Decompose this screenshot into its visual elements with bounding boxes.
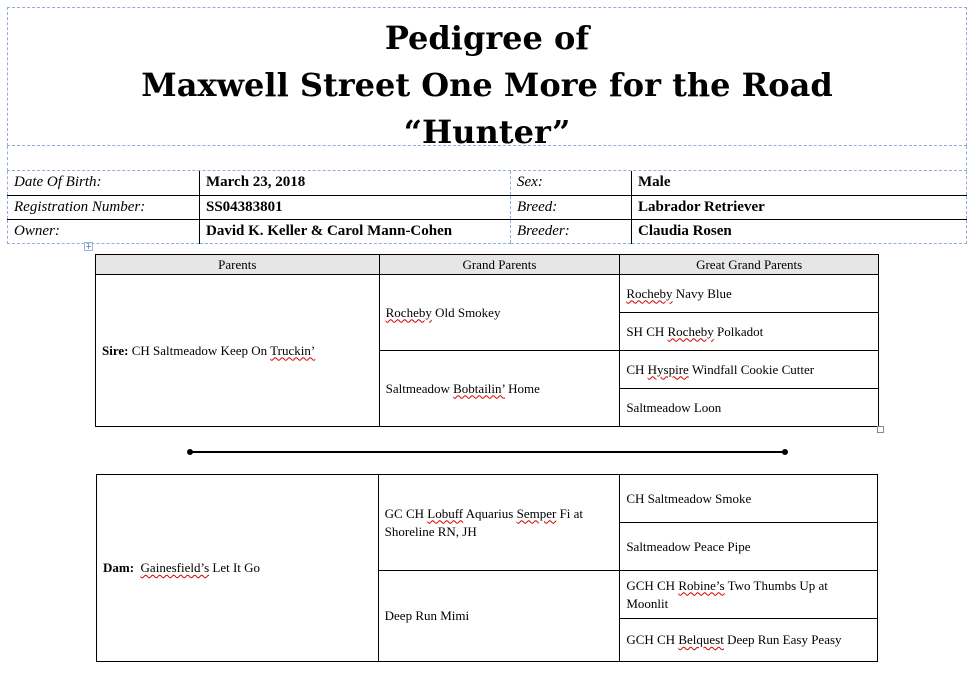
dam-label: Dam:: [103, 560, 135, 575]
sire-great-grandparent-4[interactable]: Saltmeadow Loon: [620, 389, 879, 427]
info-table: [7, 171, 967, 244]
header-great-grand-parents: Great Grand Parents: [620, 255, 879, 275]
dam-great-grandparent-4[interactable]: [620, 619, 878, 662]
info-row-birth: [8, 171, 967, 195]
divider-line: [190, 451, 785, 453]
text-part: GCH CH: [626, 632, 679, 647]
sire-great-grandparent-2[interactable]: [620, 313, 879, 351]
dam-grandparent-1[interactable]: [378, 475, 620, 571]
dam-cell[interactable]: [97, 475, 379, 662]
divider-dot-left: [187, 449, 193, 455]
title-line-1: Pedigree of: [384, 19, 590, 57]
spacer-row: [7, 146, 967, 171]
info-row-owner: [8, 219, 967, 243]
dam-great-grandparent-3[interactable]: [620, 571, 878, 619]
reg-label: Registration Number:: [8, 195, 200, 219]
dam-great-grandparent-2[interactable]: Saltmeadow Peace Pipe: [620, 523, 878, 571]
breed-value[interactable]: Labrador Retriever: [632, 195, 967, 219]
reg-value[interactable]: SS04383801: [200, 195, 511, 219]
text-part: GCH CH: [626, 577, 679, 593]
header-parents: Parents: [96, 255, 380, 275]
dob-label: Date Of Birth:: [8, 171, 200, 195]
sire-great-grandparent-1[interactable]: [620, 275, 879, 313]
header-row: [96, 255, 879, 275]
spell-word: Lobuff: [427, 505, 464, 521]
text-part: Navy Blue: [672, 285, 732, 301]
sire-pedigree-table: [95, 254, 879, 427]
dam-pedigree-table: [96, 474, 878, 662]
sex-label: Sex:: [511, 171, 632, 195]
table-resize-handle-icon[interactable]: [877, 426, 884, 433]
dam-name-spell: Gainesfield’s: [140, 560, 210, 575]
table-row: [97, 475, 878, 523]
spell-word: Rocheby: [667, 323, 714, 339]
table-row: [96, 275, 879, 313]
info-row-registration: [8, 195, 967, 219]
sire-grandparent-1[interactable]: [379, 275, 620, 351]
text-part: Home: [504, 380, 540, 396]
text-part: Polkadot: [713, 323, 764, 339]
text-part: Deep Run Easy Peasy: [723, 632, 842, 647]
sire-label: Sire:: [102, 342, 129, 358]
sex-value[interactable]: Male: [632, 171, 967, 195]
text-part: Windfall Cookie Cutter: [688, 361, 815, 377]
title-block: [7, 7, 967, 151]
title-line-2: Maxwell Street One More for the Road: [141, 66, 833, 104]
header-grand-parents: Grand Parents: [379, 255, 620, 275]
text-part: Old Smokey: [431, 304, 501, 320]
table-move-handle-icon[interactable]: +: [85, 242, 92, 251]
spell-word: Semper: [516, 505, 557, 521]
dam-great-grandparent-1[interactable]: CH Saltmeadow Smoke: [620, 475, 878, 523]
breeder-value[interactable]: Claudia Rosen: [632, 219, 967, 243]
title-line-3: “Hunter”: [403, 113, 571, 151]
text-part: Fi at Shoreline RN, JH: [384, 505, 584, 539]
text-part: SH CH: [626, 323, 668, 339]
text-part: Saltmeadow: [385, 380, 454, 396]
breeder-label: Breeder:: [511, 219, 632, 243]
dam-grandparent-2[interactable]: Deep Run Mimi: [378, 571, 620, 662]
text-part: GC CH: [384, 505, 428, 521]
owner-label: Owner:: [8, 219, 200, 243]
text-part: Aquarius: [463, 505, 517, 521]
spell-word: Bobtailin’: [453, 380, 505, 396]
spell-word: Belquest: [678, 632, 724, 647]
sire-name-spell: Truckin’: [270, 342, 316, 358]
sire-great-grandparent-3[interactable]: [620, 351, 879, 389]
text-part: Two Thumbs Up at Moonlit: [626, 577, 828, 611]
spell-word: Robine’s: [678, 577, 725, 593]
spell-word: Hyspire: [647, 361, 689, 377]
sire-cell[interactable]: [96, 275, 380, 427]
dob-value[interactable]: March 23, 2018: [200, 171, 511, 195]
text-part: CH: [626, 361, 648, 377]
dam-name: Let It Go: [209, 560, 261, 575]
spell-word: Rocheby: [385, 304, 432, 320]
sire-grandparent-2[interactable]: [379, 351, 620, 427]
spell-word: Rocheby: [626, 285, 673, 301]
sire-name: CH Saltmeadow Keep On: [131, 342, 271, 358]
owner-value[interactable]: David K. Keller & Carol Mann-Cohen: [200, 219, 511, 243]
divider-dot-right: [782, 449, 788, 455]
breed-label: Breed:: [511, 195, 632, 219]
